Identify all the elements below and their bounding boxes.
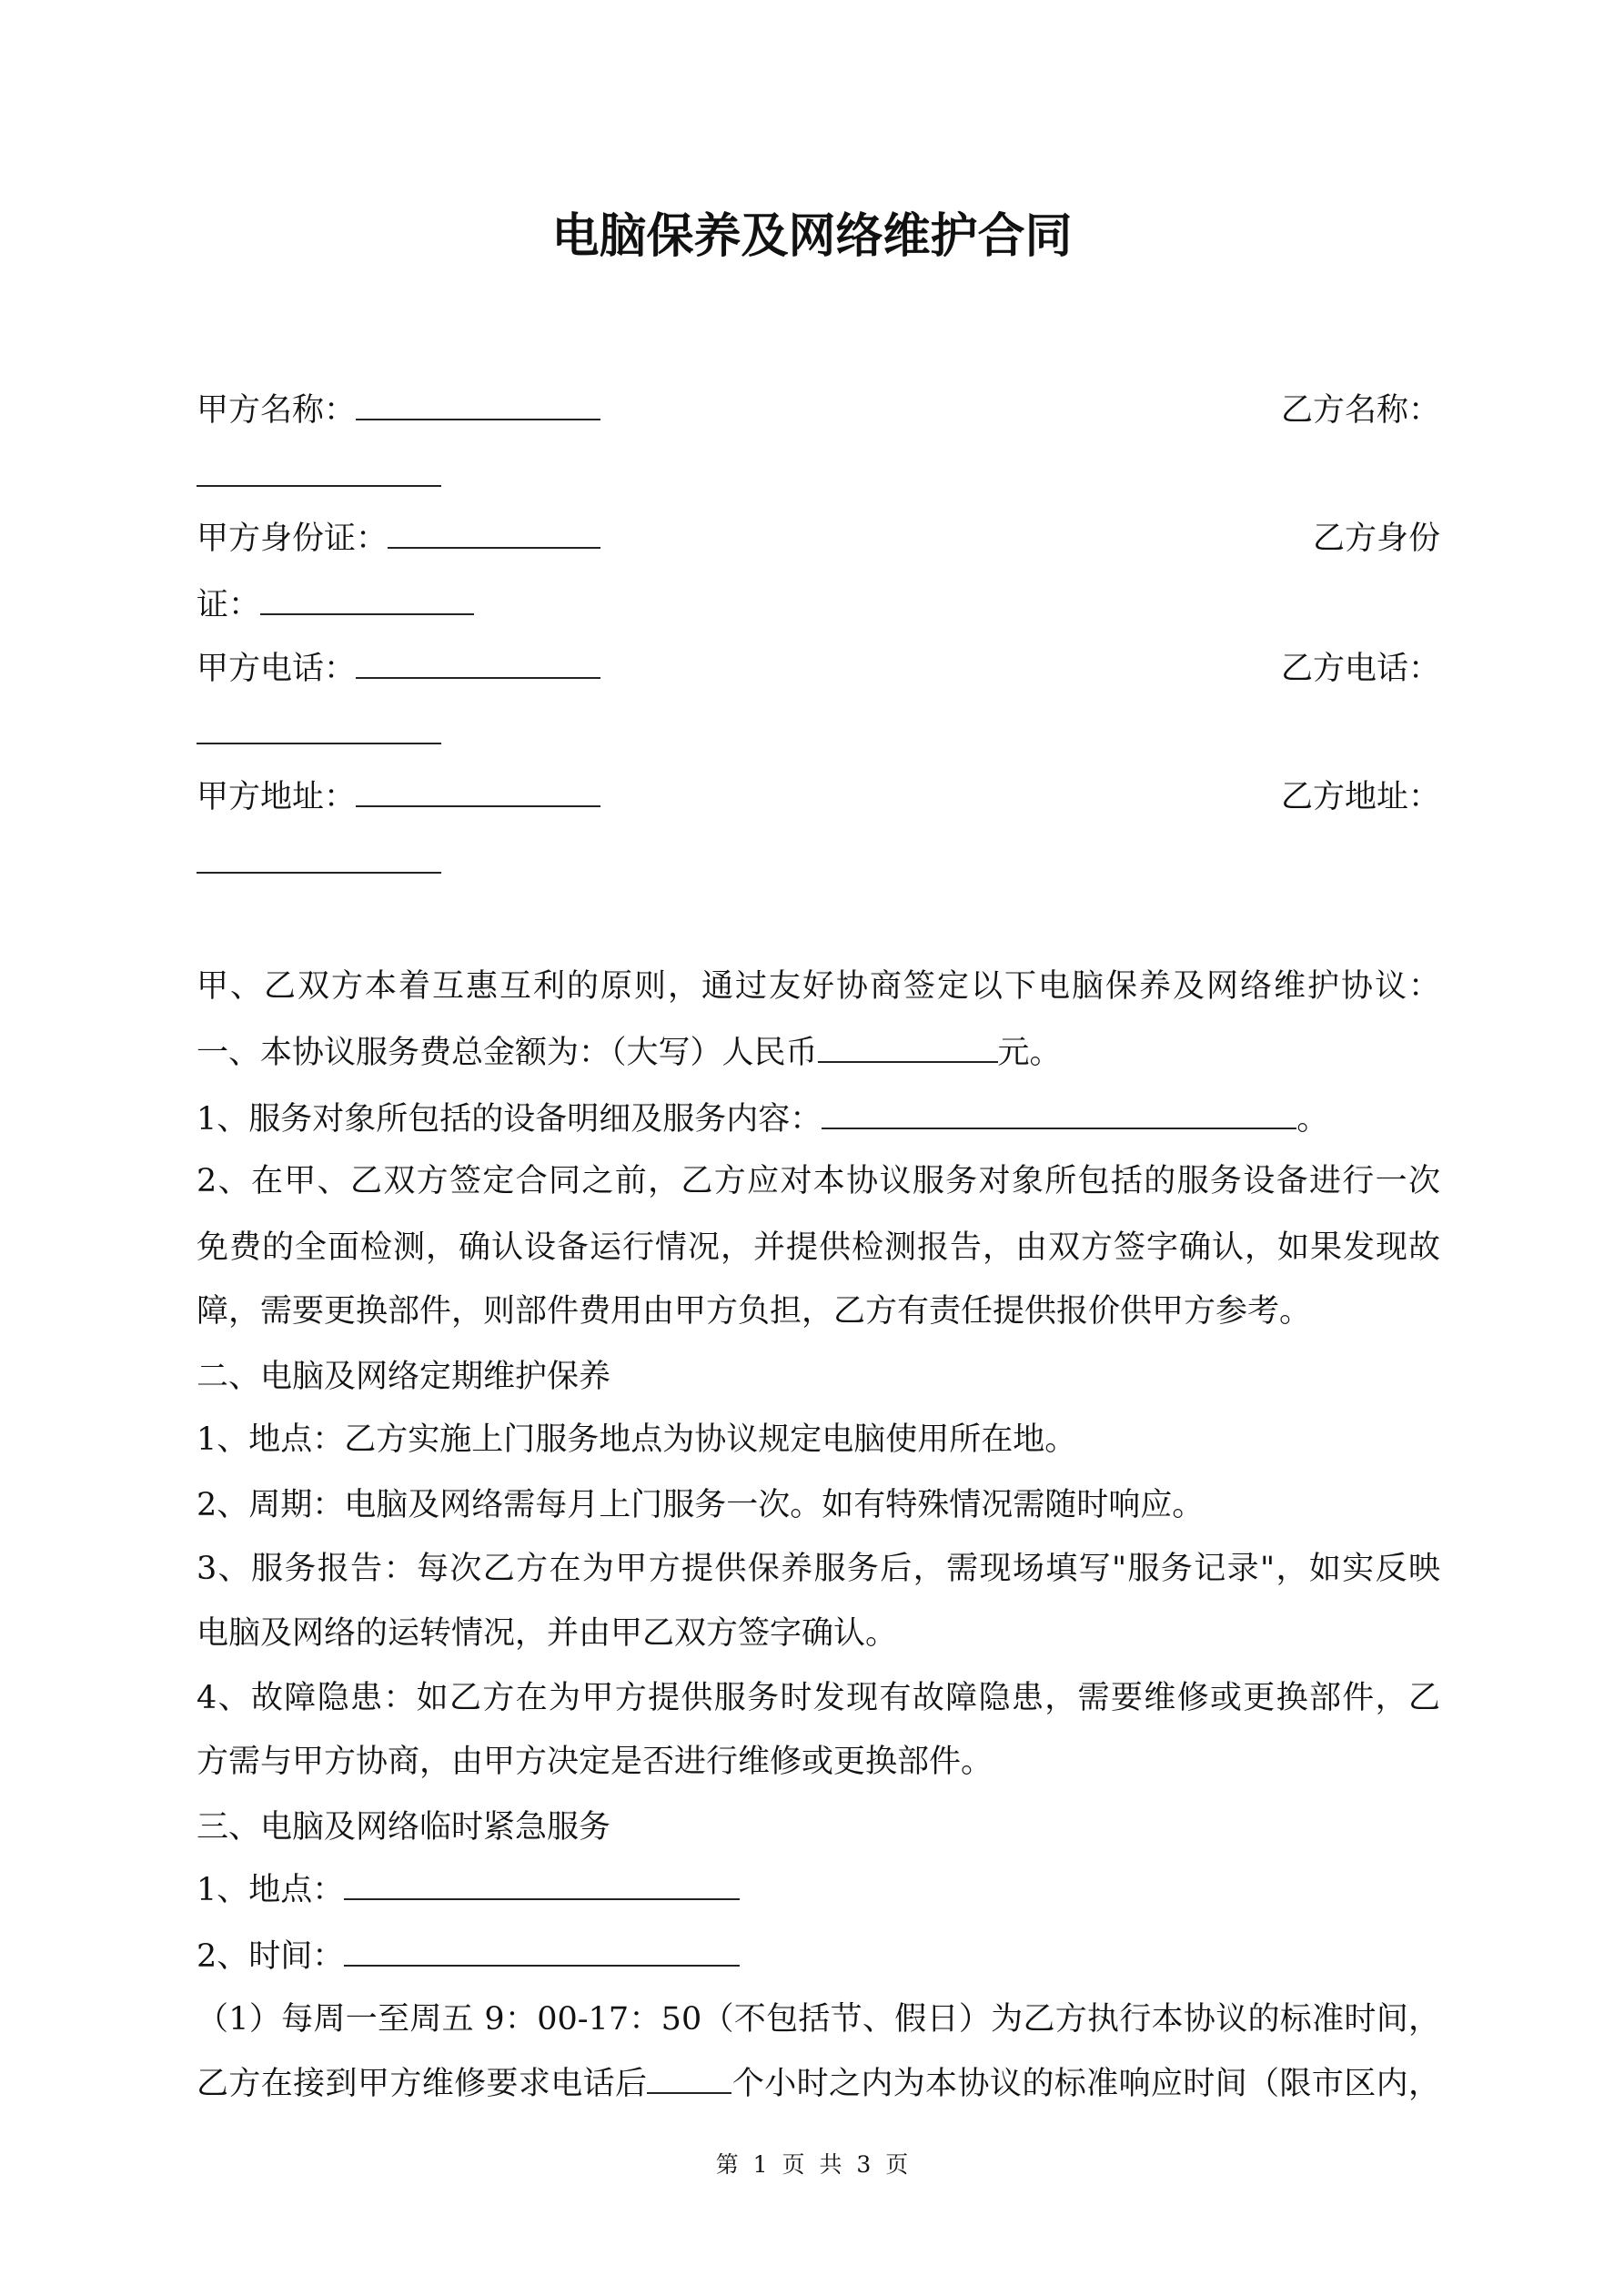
text: 1、地点：: [197, 1872, 345, 1908]
intro-paragraph: 甲、乙双方本着互惠互利的原则，通过友好协商签定以下电脑保养及网络维护协议：: [197, 968, 1440, 1005]
clause-1-fee: [197, 1030, 1440, 1076]
clause-1-2-line-3: 障，需要更换部件，则部件费用由甲方负担，乙方有责任提供报价供甲方参考。: [197, 1293, 1312, 1330]
party-b-id-label: 乙方身份: [1312, 521, 1440, 557]
section-2-heading: 二、电脑及网络定期维护保养: [197, 1359, 611, 1395]
party-b-name-line: [197, 454, 1440, 500]
party-a-name-field[interactable]: [356, 388, 600, 420]
clause-2-1: 1、地点：乙方实施上门服务地点为协议规定电脑使用所在地。: [197, 1421, 1077, 1458]
party-a-name-line: [197, 388, 1440, 433]
party-a-phone-field[interactable]: [356, 646, 600, 679]
party-b-addr-field[interactable]: [197, 841, 441, 874]
label: 甲方地址：: [197, 779, 357, 815]
party-b-phone-label: 乙方电话：: [1280, 651, 1440, 687]
document-title: 电脑保养及网络维护合同: [551, 208, 1073, 264]
label: 甲方电话：: [197, 651, 357, 687]
party-b-name-label: 乙方名称：: [1280, 392, 1440, 429]
clause-2-2: 2、周期：电脑及网络需每月上门服务一次。如有特殊情况需随时响应。: [197, 1487, 1205, 1523]
text: 个小时之内为本协议的标准响应时间（限市区内，: [731, 2066, 1440, 2102]
text: 一、本协议服务费总金额为：（大写）人民币: [197, 1035, 818, 1071]
clause-2-4-line-2: 方需与甲方协商，由甲方决定是否进行维修或更换部件。: [197, 1744, 994, 1780]
clause-2-4-line-1: 4、故障隐患：如乙方在为甲方提供服务时发现有故障隐患，需要维修或更换部件，乙: [197, 1680, 1440, 1716]
clause-3-2: [197, 1934, 1440, 1979]
section-3-heading: 三、电脑及网络临时紧急服务: [197, 1809, 611, 1846]
response-hours-field[interactable]: [647, 2061, 731, 2094]
clause-1-2-line-2: 免费的全面检测，确认设备运行情况，并提供检测报告，由双方签字确认，如果发现故: [197, 1229, 1440, 1266]
party-b-addr-line: [197, 841, 1440, 886]
label: 甲方身份证：: [197, 521, 388, 557]
clause-3-2-1-line-2: [197, 2061, 1440, 2107]
clause-2-3-line-1: 3、服务报告：每次乙方在为甲方提供保养服务后，需现场填写"服务记录"，如实反映: [197, 1551, 1440, 1587]
text: 元。: [997, 1035, 1062, 1071]
party-b-addr-label: 乙方地址：: [1280, 779, 1440, 815]
party-b-phone-line: [197, 712, 1440, 757]
clause-2-3-line-2: 电脑及网络的运转情况，并由甲乙双方签字确认。: [197, 1615, 898, 1652]
clause-1-2-line-1: 2、在甲、乙双方签定合同之前，乙方应对本协议服务对象所包括的服务设备进行一次: [197, 1163, 1440, 1199]
clause-1-1: [197, 1097, 1440, 1142]
party-b-name-field[interactable]: [197, 454, 441, 487]
text: 2、时间：: [197, 1938, 345, 1975]
party-a-addr-line: [197, 774, 1440, 820]
text: 1、服务对象所包括的设备明细及服务内容：: [197, 1101, 822, 1138]
party-a-id-line: [197, 516, 1440, 561]
text: 乙方在接到甲方维修要求电话后: [197, 2066, 648, 2102]
fee-amount-field[interactable]: [818, 1030, 998, 1063]
clause-3-2-1-line-1: （1）每周一至周五 9：00-17：50（不包括节、假日）为乙方执行本协议的标准时间，: [197, 2001, 1440, 2038]
page-number: 第 1 页 共 3 页: [715, 2151, 909, 2178]
label: 甲方名称：: [197, 392, 357, 429]
party-a-addr-field[interactable]: [356, 774, 600, 807]
party-a-phone-line: [197, 646, 1440, 692]
party-b-phone-field[interactable]: [197, 712, 441, 744]
party-a-id-field[interactable]: [388, 516, 600, 549]
location-field[interactable]: [344, 1867, 740, 1900]
party-b-id-field[interactable]: [260, 582, 474, 615]
service-content-field[interactable]: [822, 1097, 1296, 1129]
label: 证：: [197, 587, 261, 623]
party-b-id-line: [197, 582, 1440, 628]
time-field[interactable]: [344, 1934, 740, 1967]
clause-3-1: [197, 1867, 1440, 1913]
text: 。: [1296, 1101, 1329, 1138]
